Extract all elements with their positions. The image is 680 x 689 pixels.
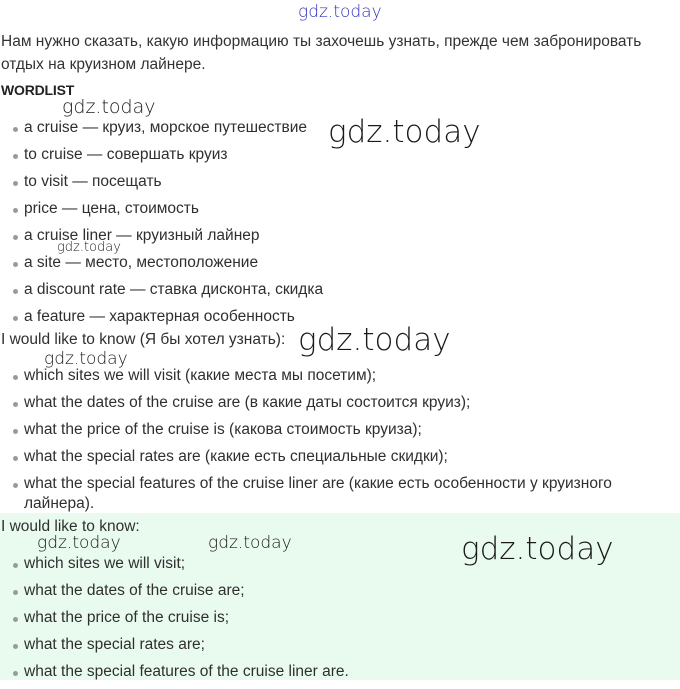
intro-text: Нам нужно сказать, какую информацию ты захочешь узнать, прежде чем забронировать отдых на круизном лайнере. [1,33,642,73]
list-item: what the special features of the cruise liner are. [0,662,670,682]
answer-heading: I would like to know: [1,518,140,535]
list-item: a site — место, местоположение [0,253,680,273]
list-item: what the dates of the cruise are (в какие даты состоится круиз); [0,393,670,413]
list-item: a cruise — круиз, морское путешествие [0,118,680,138]
list-item: what the special features of the cruise liner are (какие есть особенности у круизного лайнера). [0,474,670,514]
watermark: gdz.today [298,322,451,358]
watermark: gdz.today [62,96,156,118]
watermark: gdz.today [208,533,292,553]
watermark: gdz.today [298,2,382,22]
list-item: what the special rates are; [0,635,670,655]
translation-heading: I would like to know (Я бы хотел узнать): [1,331,286,348]
list-item: to cruise — совершать круиз [0,145,680,165]
watermark: gdz.today [328,114,481,150]
list-item: a discount rate — ставка дисконта, скидка [0,280,680,300]
answer-list [0,554,670,689]
watermark: gdz.today [37,533,121,553]
list-item: what the price of the cruise is (какова стоимость круиза); [0,420,670,440]
list-item: which sites we will visit (какие места мы посетим); [0,366,670,386]
wordlist-heading: WORDLIST [1,82,75,98]
list-item: what the special rates are (какие есть специальные скидки); [0,447,670,467]
list-item: what the price of the cruise is; [0,608,670,628]
watermark: gdz.today [57,240,121,255]
list-item: to visit — посещать [0,172,680,192]
list-item: a cruise liner — круизный лайнер [0,226,680,246]
list-item: what the dates of the cruise are; [0,581,670,601]
wordlist [0,118,680,334]
list-item: a feature — характерная особенность [0,307,680,327]
list-item: which sites we will visit; [0,554,670,574]
list-item: price — цена, стоимость [0,199,680,219]
watermark: gdz.today [44,349,128,369]
translation-list [0,366,670,521]
watermark: gdz.today [461,531,614,567]
